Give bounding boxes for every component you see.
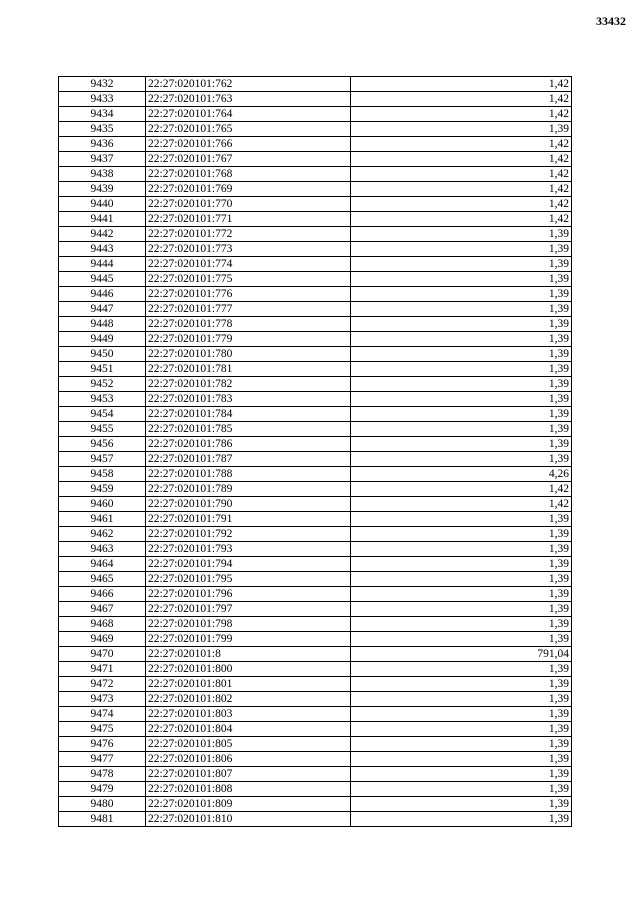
page-number: 33432 — [596, 14, 626, 28]
area-value-cell: 1,39 — [351, 602, 572, 617]
row-number-cell: 9453 — [59, 392, 146, 407]
table-row — [59, 377, 572, 392]
cadastral-number-cell: 22:27:020101:808 — [146, 782, 351, 797]
row-number-cell: 9452 — [59, 377, 146, 392]
row-number-cell: 9475 — [59, 722, 146, 737]
table-row — [59, 422, 572, 437]
row-number-cell: 9469 — [59, 632, 146, 647]
area-value-cell: 1,39 — [351, 752, 572, 767]
row-number-cell: 9460 — [59, 497, 146, 512]
table-row — [59, 272, 572, 287]
table-row — [59, 332, 572, 347]
table-row — [59, 572, 572, 587]
area-value-cell: 1,39 — [351, 437, 572, 452]
row-number-cell: 9439 — [59, 182, 146, 197]
cadastral-number-cell: 22:27:020101:798 — [146, 617, 351, 632]
cadastral-number-cell: 22:27:020101:788 — [146, 467, 351, 482]
area-value-cell: 1,39 — [351, 527, 572, 542]
area-value-cell: 1,39 — [351, 707, 572, 722]
cadastral-number-cell: 22:27:020101:781 — [146, 362, 351, 377]
table-row — [59, 767, 572, 782]
area-value-cell: 1,39 — [351, 617, 572, 632]
area-value-cell: 1,39 — [351, 272, 572, 287]
row-number-cell: 9435 — [59, 122, 146, 137]
table-row — [59, 92, 572, 107]
table-row — [59, 752, 572, 767]
cadastral-number-cell: 22:27:020101:775 — [146, 272, 351, 287]
cadastral-number-cell: 22:27:020101:782 — [146, 377, 351, 392]
table-row — [59, 77, 572, 92]
table-row — [59, 212, 572, 227]
area-value-cell: 1,42 — [351, 497, 572, 512]
table-row — [59, 692, 572, 707]
table-row — [59, 602, 572, 617]
row-number-cell: 9463 — [59, 542, 146, 557]
area-value-cell: 1,39 — [351, 572, 572, 587]
row-number-cell: 9440 — [59, 197, 146, 212]
row-number-cell: 9457 — [59, 452, 146, 467]
area-value-cell: 791,04 — [351, 647, 572, 662]
area-value-cell: 1,39 — [351, 227, 572, 242]
row-number-cell: 9454 — [59, 407, 146, 422]
row-number-cell: 9470 — [59, 647, 146, 662]
cadastral-number-cell: 22:27:020101:780 — [146, 347, 351, 362]
row-number-cell: 9477 — [59, 752, 146, 767]
row-number-cell: 9445 — [59, 272, 146, 287]
cadastral-number-cell: 22:27:020101:810 — [146, 812, 351, 827]
area-value-cell: 1,39 — [351, 257, 572, 272]
row-number-cell: 9433 — [59, 92, 146, 107]
row-number-cell: 9438 — [59, 167, 146, 182]
area-value-cell: 1,39 — [351, 557, 572, 572]
area-value-cell: 1,42 — [351, 212, 572, 227]
row-number-cell: 9442 — [59, 227, 146, 242]
area-value-cell: 1,39 — [351, 587, 572, 602]
row-number-cell: 9432 — [59, 77, 146, 92]
row-number-cell: 9479 — [59, 782, 146, 797]
cadastral-number-cell: 22:27:020101:789 — [146, 482, 351, 497]
cadastral-number-cell: 22:27:020101:769 — [146, 182, 351, 197]
area-value-cell: 1,39 — [351, 377, 572, 392]
row-number-cell: 9481 — [59, 812, 146, 827]
table-row — [59, 152, 572, 167]
area-value-cell: 1,42 — [351, 92, 572, 107]
table-row — [59, 677, 572, 692]
cadastral-number-cell: 22:27:020101:802 — [146, 692, 351, 707]
area-value-cell: 1,39 — [351, 767, 572, 782]
area-value-cell: 1,39 — [351, 542, 572, 557]
row-number-cell: 9474 — [59, 707, 146, 722]
table-row — [59, 452, 572, 467]
row-number-cell: 9461 — [59, 512, 146, 527]
cadastral-number-cell: 22:27:020101:768 — [146, 167, 351, 182]
area-value-cell: 1,39 — [351, 782, 572, 797]
table-row — [59, 782, 572, 797]
cadastral-number-cell: 22:27:020101:799 — [146, 632, 351, 647]
row-number-cell: 9448 — [59, 317, 146, 332]
table-row — [59, 707, 572, 722]
cadastral-number-cell: 22:27:020101:770 — [146, 197, 351, 212]
cadastral-number-cell: 22:27:020101:764 — [146, 107, 351, 122]
row-number-cell: 9449 — [59, 332, 146, 347]
table-row — [59, 632, 572, 647]
row-number-cell: 9444 — [59, 257, 146, 272]
cadastral-number-cell: 22:27:020101:804 — [146, 722, 351, 737]
cadastral-number-cell: 22:27:020101:779 — [146, 332, 351, 347]
area-value-cell: 1,42 — [351, 107, 572, 122]
area-value-cell: 1,39 — [351, 302, 572, 317]
table-row — [59, 617, 572, 632]
area-value-cell: 1,39 — [351, 347, 572, 362]
row-number-cell: 9464 — [59, 557, 146, 572]
area-value-cell: 1,42 — [351, 197, 572, 212]
table-row — [59, 107, 572, 122]
area-value-cell: 4,26 — [351, 467, 572, 482]
cadastral-number-cell: 22:27:020101:774 — [146, 257, 351, 272]
row-number-cell: 9468 — [59, 617, 146, 632]
table-row — [59, 287, 572, 302]
area-value-cell: 1,39 — [351, 722, 572, 737]
cadastral-number-cell: 22:27:020101:807 — [146, 767, 351, 782]
area-value-cell: 1,39 — [351, 317, 572, 332]
area-value-cell: 1,39 — [351, 677, 572, 692]
table-row — [59, 197, 572, 212]
row-number-cell: 9462 — [59, 527, 146, 542]
cadastral-number-cell: 22:27:020101:763 — [146, 92, 351, 107]
cadastral-number-cell: 22:27:020101:806 — [146, 752, 351, 767]
area-value-cell: 1,39 — [351, 737, 572, 752]
row-number-cell: 9447 — [59, 302, 146, 317]
cadastral-number-cell: 22:27:020101:787 — [146, 452, 351, 467]
table-row — [59, 527, 572, 542]
area-value-cell: 1,39 — [351, 662, 572, 677]
cadastral-number-cell: 22:27:020101:805 — [146, 737, 351, 752]
area-value-cell: 1,39 — [351, 407, 572, 422]
row-number-cell: 9473 — [59, 692, 146, 707]
area-value-cell: 1,39 — [351, 812, 572, 827]
cadastral-number-cell: 22:27:020101:765 — [146, 122, 351, 137]
parcel-table-body — [59, 77, 572, 827]
cadastral-number-cell: 22:27:020101:800 — [146, 662, 351, 677]
table-row — [59, 182, 572, 197]
area-value-cell: 1,42 — [351, 152, 572, 167]
table-row — [59, 647, 572, 662]
row-number-cell: 9465 — [59, 572, 146, 587]
cadastral-number-cell: 22:27:020101:783 — [146, 392, 351, 407]
cadastral-number-cell: 22:27:020101:767 — [146, 152, 351, 167]
cadastral-number-cell: 22:27:020101:776 — [146, 287, 351, 302]
area-value-cell: 1,39 — [351, 242, 572, 257]
area-value-cell: 1,39 — [351, 422, 572, 437]
row-number-cell: 9467 — [59, 602, 146, 617]
row-number-cell: 9480 — [59, 797, 146, 812]
table-row — [59, 497, 572, 512]
table-row — [59, 362, 572, 377]
area-value-cell: 1,39 — [351, 392, 572, 407]
area-value-cell: 1,39 — [351, 512, 572, 527]
cadastral-number-cell: 22:27:020101:771 — [146, 212, 351, 227]
table-row — [59, 437, 572, 452]
cadastral-number-cell: 22:27:020101:794 — [146, 557, 351, 572]
area-value-cell: 1,39 — [351, 122, 572, 137]
area-value-cell: 1,39 — [351, 287, 572, 302]
cadastral-number-cell: 22:27:020101:778 — [146, 317, 351, 332]
row-number-cell: 9446 — [59, 287, 146, 302]
table-row — [59, 812, 572, 827]
cadastral-number-cell: 22:27:020101:791 — [146, 512, 351, 527]
area-value-cell: 1,42 — [351, 137, 572, 152]
table-row — [59, 227, 572, 242]
table-row — [59, 167, 572, 182]
row-number-cell: 9458 — [59, 467, 146, 482]
cadastral-number-cell: 22:27:020101:797 — [146, 602, 351, 617]
table-row — [59, 347, 572, 362]
table-row — [59, 137, 572, 152]
table-row — [59, 722, 572, 737]
table-row — [59, 467, 572, 482]
area-value-cell: 1,42 — [351, 182, 572, 197]
cadastral-number-cell: 22:27:020101:792 — [146, 527, 351, 542]
row-number-cell: 9441 — [59, 212, 146, 227]
cadastral-number-cell: 22:27:020101:8 — [146, 647, 351, 662]
table-row — [59, 257, 572, 272]
table-row — [59, 407, 572, 422]
cadastral-number-cell: 22:27:020101:790 — [146, 497, 351, 512]
cadastral-number-cell: 22:27:020101:762 — [146, 77, 351, 92]
table-row — [59, 392, 572, 407]
row-number-cell: 9434 — [59, 107, 146, 122]
area-value-cell: 1,39 — [351, 797, 572, 812]
row-number-cell: 9478 — [59, 767, 146, 782]
cadastral-number-cell: 22:27:020101:766 — [146, 137, 351, 152]
row-number-cell: 9436 — [59, 137, 146, 152]
table-row — [59, 557, 572, 572]
row-number-cell: 9476 — [59, 737, 146, 752]
table-row — [59, 122, 572, 137]
cadastral-number-cell: 22:27:020101:795 — [146, 572, 351, 587]
table-row — [59, 302, 572, 317]
cadastral-number-cell: 22:27:020101:803 — [146, 707, 351, 722]
area-value-cell: 1,42 — [351, 482, 572, 497]
area-value-cell: 1,39 — [351, 452, 572, 467]
row-number-cell: 9451 — [59, 362, 146, 377]
table-row — [59, 512, 572, 527]
area-value-cell: 1,42 — [351, 167, 572, 182]
table-row — [59, 242, 572, 257]
cadastral-number-cell: 22:27:020101:793 — [146, 542, 351, 557]
table-row — [59, 317, 572, 332]
row-number-cell: 9459 — [59, 482, 146, 497]
cadastral-number-cell: 22:27:020101:785 — [146, 422, 351, 437]
cadastral-number-cell: 22:27:020101:777 — [146, 302, 351, 317]
cadastral-number-cell: 22:27:020101:809 — [146, 797, 351, 812]
row-number-cell: 9472 — [59, 677, 146, 692]
parcel-table — [58, 76, 572, 827]
row-number-cell: 9455 — [59, 422, 146, 437]
row-number-cell: 9466 — [59, 587, 146, 602]
table-row — [59, 482, 572, 497]
table-row — [59, 797, 572, 812]
row-number-cell: 9437 — [59, 152, 146, 167]
table-row — [59, 737, 572, 752]
row-number-cell: 9443 — [59, 242, 146, 257]
cadastral-number-cell: 22:27:020101:772 — [146, 227, 351, 242]
cadastral-number-cell: 22:27:020101:773 — [146, 242, 351, 257]
cadastral-number-cell: 22:27:020101:801 — [146, 677, 351, 692]
table-row — [59, 587, 572, 602]
area-value-cell: 1,39 — [351, 362, 572, 377]
cadastral-number-cell: 22:27:020101:784 — [146, 407, 351, 422]
row-number-cell: 9471 — [59, 662, 146, 677]
area-value-cell: 1,39 — [351, 692, 572, 707]
cadastral-number-cell: 22:27:020101:786 — [146, 437, 351, 452]
row-number-cell: 9456 — [59, 437, 146, 452]
area-value-cell: 1,42 — [351, 77, 572, 92]
area-value-cell: 1,39 — [351, 332, 572, 347]
area-value-cell: 1,39 — [351, 632, 572, 647]
table-row — [59, 542, 572, 557]
table-row — [59, 662, 572, 677]
cadastral-number-cell: 22:27:020101:796 — [146, 587, 351, 602]
row-number-cell: 9450 — [59, 347, 146, 362]
